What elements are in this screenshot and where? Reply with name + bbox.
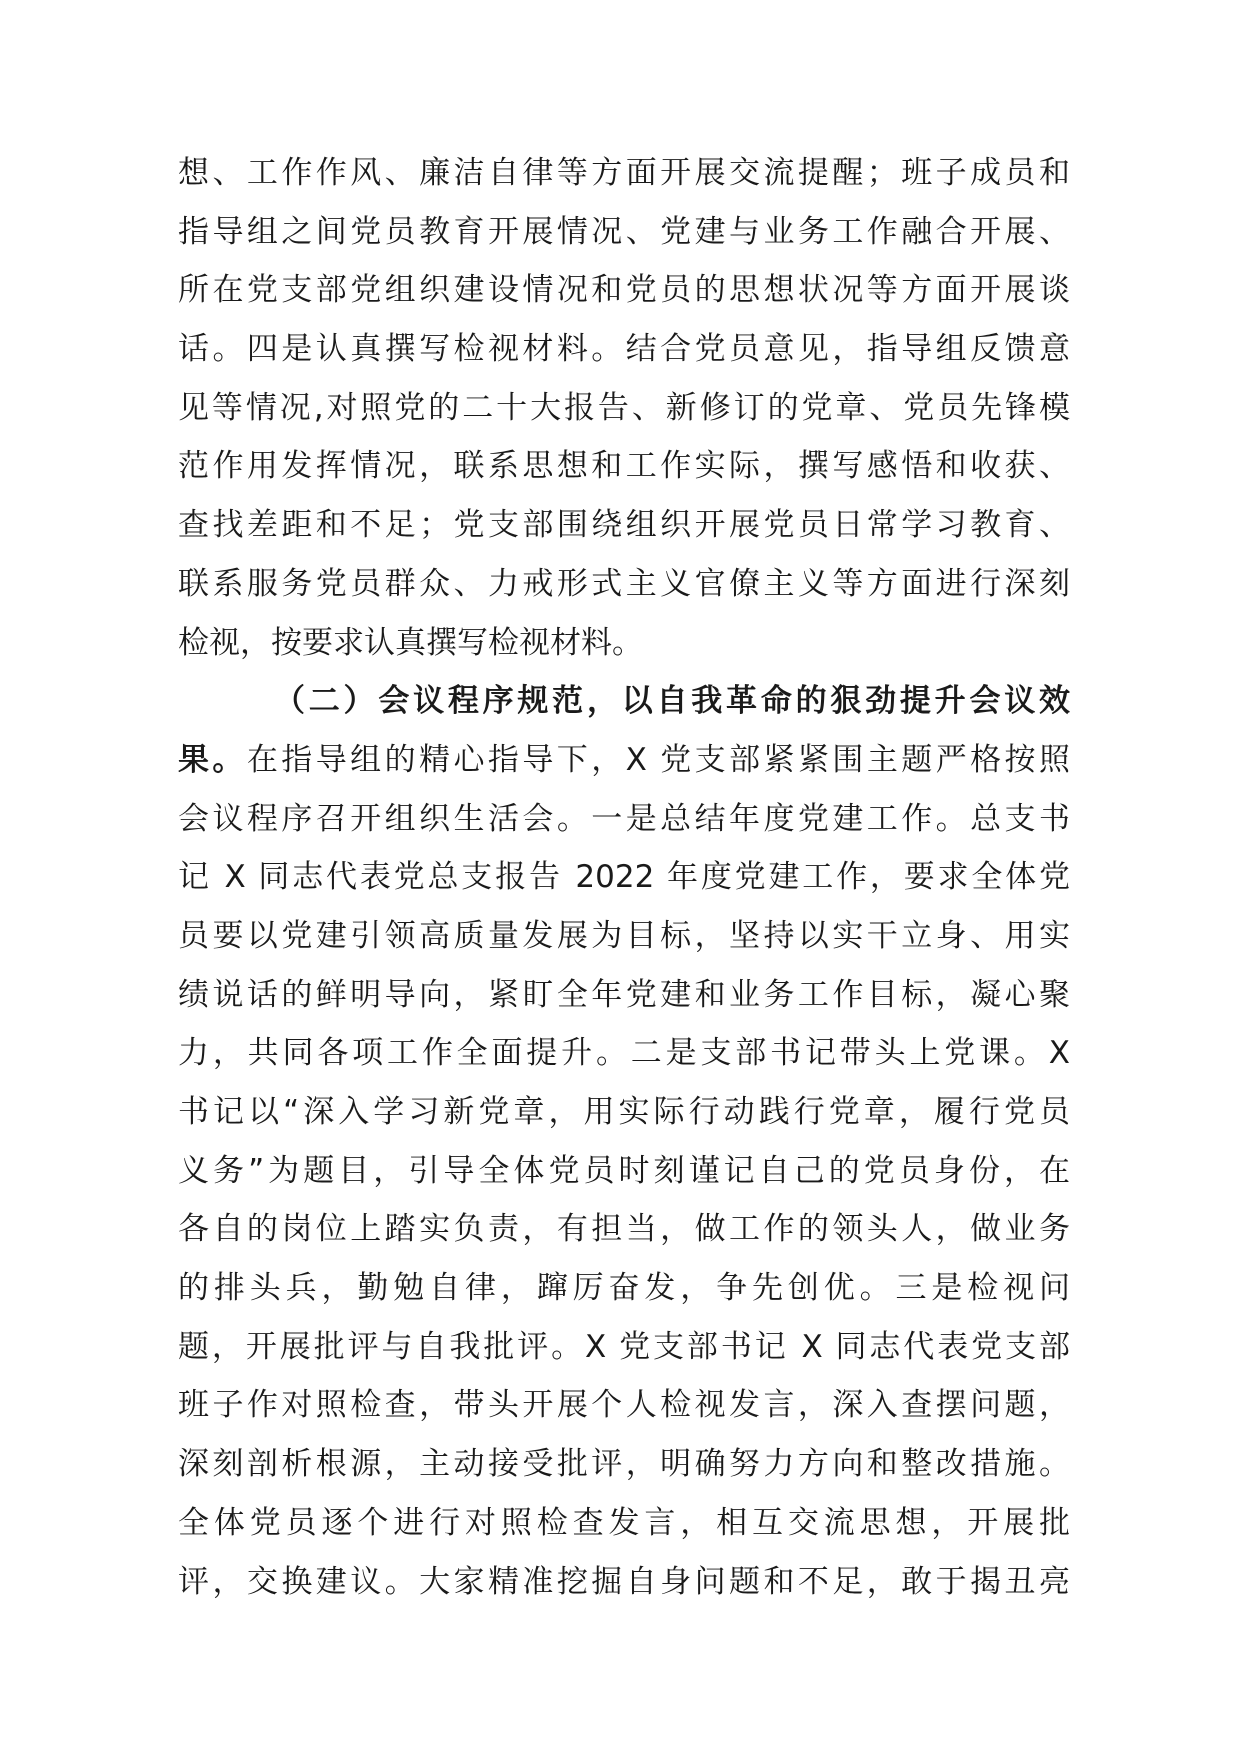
text-line: 全体党员逐个进行对照检查发言，相互交流思想，开展批 xyxy=(178,1504,1070,1541)
text-line: 书记以“深入学习新党章，用实际行动践行党章，履行党员 xyxy=(178,1094,1070,1130)
text-line: 所在党支部党组织建设情况和党员的思想状况等方面开展谈 xyxy=(178,272,1070,309)
text-line: 班子作对照检查，带头开展个人检视发言，深入查摆问题， xyxy=(178,1387,1070,1424)
text-line: 联系服务党员群众、力戒形式主义官僚主义等方面进行深刻 xyxy=(178,565,1070,602)
text-line: 各自的岗位上踏实负责，有担当，做工作的领头人，做业务 xyxy=(178,1211,1070,1248)
text-line: 查找差距和不足；党支部围绕组织开展党员日常学习教育、 xyxy=(178,507,1070,544)
text-line: 题，开展批评与自我批评。X 党支部书记 X 同志代表党支部 xyxy=(178,1328,1070,1365)
text-line: 指导组之间党员教育开展情况、党建与业务工作融合开展、 xyxy=(178,213,1070,250)
text-line: 记 X 同志代表党总支报告 2022 年度党建工作，要求全体党 xyxy=(178,859,1070,896)
text-line: 会议程序召开组织生活会。一是总结年度党建工作。总支书 xyxy=(178,800,1070,837)
text-run: 在指导组的精心指导下，X 党支部紧紧围主题严格按照 xyxy=(246,741,1070,778)
text-line: 评，交换建议。大家精准挖掘自身问题和不足，敢于揭丑亮 xyxy=(178,1563,1070,1600)
text-line: 绩说话的鲜明导向，紧盯全年党建和业务工作目标，凝心聚 xyxy=(178,976,1070,1013)
text-line: 员要以党建引领高质量发展为目标，坚持以实干立身、用实 xyxy=(178,917,1070,954)
section-heading-end: 果。 xyxy=(178,741,247,778)
text-line: 见等情况,对照党的二十大报告、新修订的党章、党员先锋模 xyxy=(178,389,1070,426)
document-body xyxy=(178,144,1070,1611)
paragraph-1 xyxy=(178,144,1070,672)
text-line: 力，共同各项工作全面提升。二是支部书记带头上党课。X xyxy=(178,1035,1070,1072)
text-line: 想、工作作风、廉洁自律等方面开展交流提醒；班子成员和 xyxy=(178,155,1070,191)
paragraph-2 xyxy=(178,672,1070,1611)
text-line: 的排头兵，勤勉自律，蹿厉奋发，争先创优。三是检视问 xyxy=(178,1270,1070,1307)
text-line: 话。四是认真撰写检视材料。结合党员意见，指导组反馈意 xyxy=(178,331,1070,368)
text-line: 范作用发挥情况，联系思想和工作实际，撰写感悟和收获、 xyxy=(178,448,1070,485)
text-line: 深刻剖析根源，主动接受批评，明确努力方向和整改措施。 xyxy=(178,1446,1070,1483)
section-heading: （二）会议程序规范，以自我革命的狠劲提升会议效 xyxy=(274,683,1070,720)
text-line: 检视，按要求认真撰写检视材料。 xyxy=(178,624,643,661)
text-line: 义务”为题目，引导全体党员时刻谨记自己的党员身份，在 xyxy=(178,1152,1070,1189)
text-line xyxy=(178,731,1070,790)
